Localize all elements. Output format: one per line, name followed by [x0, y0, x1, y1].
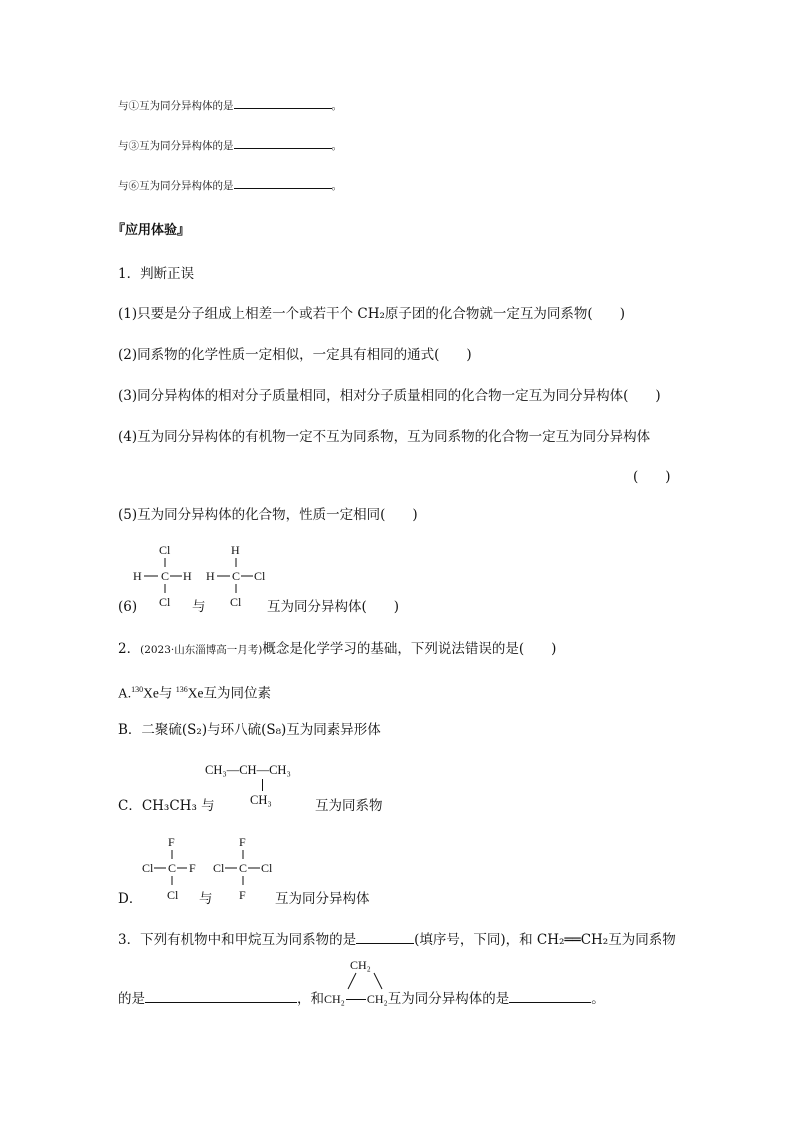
section-header: 『应用体验』: [112, 223, 191, 238]
q2-d-mid: 与: [199, 891, 213, 907]
q1-title: 1．判断正误: [118, 266, 195, 282]
q3-line-1-a: 3．下列有机物中和甲烷互为同系物的是: [118, 932, 357, 948]
q2-option-a: [118, 681, 271, 703]
s1-right-h: H: [183, 569, 192, 583]
ring-bond-right: [374, 973, 382, 989]
q2-a-label: A.: [118, 685, 132, 701]
q1-item-6-num: (6): [118, 599, 138, 615]
ring-left-ch2: CH₂: [324, 992, 345, 1006]
q2-c-struct-top: CH₃—CH—CH₃: [205, 763, 291, 777]
q2-c-struct-bond: [262, 779, 263, 791]
q2-c-tail: 互为同系物: [315, 798, 383, 814]
fill-line-1-prefix: 与①互为同分异构体的是: [118, 100, 234, 112]
d2-right-cl: Cl: [261, 861, 273, 875]
q2-stem-text: 概念是化学学习的基础，下列说法错误的是( ): [262, 641, 557, 657]
fill-line-3-prefix: 与⑥互为同分异构体的是: [118, 180, 234, 192]
q2-stem-source: (2023·山东淄博高一月考): [140, 644, 263, 656]
d1-left-cl: Cl: [142, 861, 154, 875]
d1-center-c: C: [168, 861, 177, 875]
q2-d-label: D．: [118, 891, 143, 907]
q3-line-2: [118, 990, 605, 1008]
s2-center-c: C: [232, 569, 241, 583]
s2-left-h: H: [206, 569, 215, 583]
answer-blank-2[interactable]: [234, 148, 332, 149]
q1-item-4-paren: ( ): [633, 469, 671, 485]
q2-a-mid: 与: [158, 685, 173, 701]
d2-center-c: C: [239, 861, 248, 875]
q2-option-b: B．二聚硫(S₂)与环八硫(S₈)互为同素异形体: [118, 722, 381, 738]
d2-top-f: F: [239, 835, 246, 849]
fill-line-2: [118, 137, 342, 155]
s1-bottom-cl: Cl: [159, 595, 171, 609]
q3-line-1-b: (填序号，下同)，和 CH₂══CH₂互为同系物: [414, 932, 676, 948]
d1-right-f: F: [189, 861, 196, 875]
ring-bond-left: [348, 973, 356, 989]
q2-c-prefix: C．CH₃CH₃ 与: [118, 798, 215, 814]
q3-answer-blank-2[interactable]: [145, 1002, 297, 1003]
fill-line-1: [118, 97, 342, 115]
q2-stem-num: 2．: [118, 641, 141, 657]
q1-item-5: (5)互为同分异构体的化合物，性质一定相同( ): [118, 507, 418, 523]
q2-c-struct-branch: CH₃: [250, 793, 272, 807]
q3-answer-blank-1[interactable]: [356, 943, 414, 944]
q3-line-2-b: ，和: [297, 991, 324, 1007]
q2-a-el2: Xe: [187, 685, 204, 701]
ring-top-ch2: CH₂: [350, 958, 371, 972]
d1-top-f: F: [168, 835, 175, 849]
d1-bottom-cl: Cl: [167, 888, 179, 902]
fill-line-2-prefix: 与③互为同分异构体的是: [118, 140, 234, 152]
q3-line-2-d: 。: [591, 991, 605, 1007]
q1-item-6-mid: 与: [192, 599, 206, 615]
q2-a-el1: Xe: [143, 685, 159, 701]
q2-a-mass1: 130: [131, 685, 144, 694]
fill-line-3: [118, 177, 342, 195]
q1-item-2: (2)同系物的化学性质一定相似，一定具有相同的通式( ): [118, 347, 472, 363]
fill-line-3-suffix: 。: [331, 180, 342, 192]
ring-right-ch2: CH₂: [366, 992, 388, 1006]
s2-top-h: H: [231, 543, 240, 557]
q3-line-2-a: 的是: [118, 991, 145, 1007]
s2-right-cl: Cl: [254, 569, 266, 583]
q3-answer-blank-3[interactable]: [509, 1002, 591, 1003]
q2-a-mass2: 136: [175, 685, 188, 694]
q3-line-2-c: 互为同分异构体的是: [387, 991, 510, 1007]
q2-d-tail: 互为同分异构体: [275, 891, 370, 907]
fill-line-2-suffix: 。: [331, 140, 342, 152]
q1-item-6-tail: 互为同分异构体( ): [267, 599, 400, 615]
answer-blank-3[interactable]: [234, 188, 332, 189]
d2-bottom-f: F: [239, 888, 246, 902]
q3-line-1: [118, 931, 676, 949]
s2-bottom-cl: Cl: [230, 595, 242, 609]
q1-item-3: (3)同分异构体的相对分子质量相同，相对分子质量相同的化合物一定互为同分异构体( ): [118, 388, 661, 404]
ring-bottom-bond: [346, 999, 366, 1000]
q1-item-1: (1)只要是分子组成上相差一个或若干个 CH₂原子团的化合物就一定互为同系物( ): [118, 306, 625, 322]
s1-left-h: H: [133, 569, 142, 583]
s1-top-cl: Cl: [159, 543, 171, 557]
q2-stem: [118, 640, 556, 659]
answer-blank-1[interactable]: [234, 108, 332, 109]
d2-left-cl: Cl: [213, 861, 225, 875]
q2-a-tail: 互为同位素: [203, 685, 271, 701]
fill-line-1-suffix: 。: [331, 100, 342, 112]
q1-item-4: (4)互为同分异构体的有机物一定不互为同系物，互为同系物的化合物一定互为同分异构体: [118, 429, 651, 445]
s1-center-c: C: [161, 569, 170, 583]
